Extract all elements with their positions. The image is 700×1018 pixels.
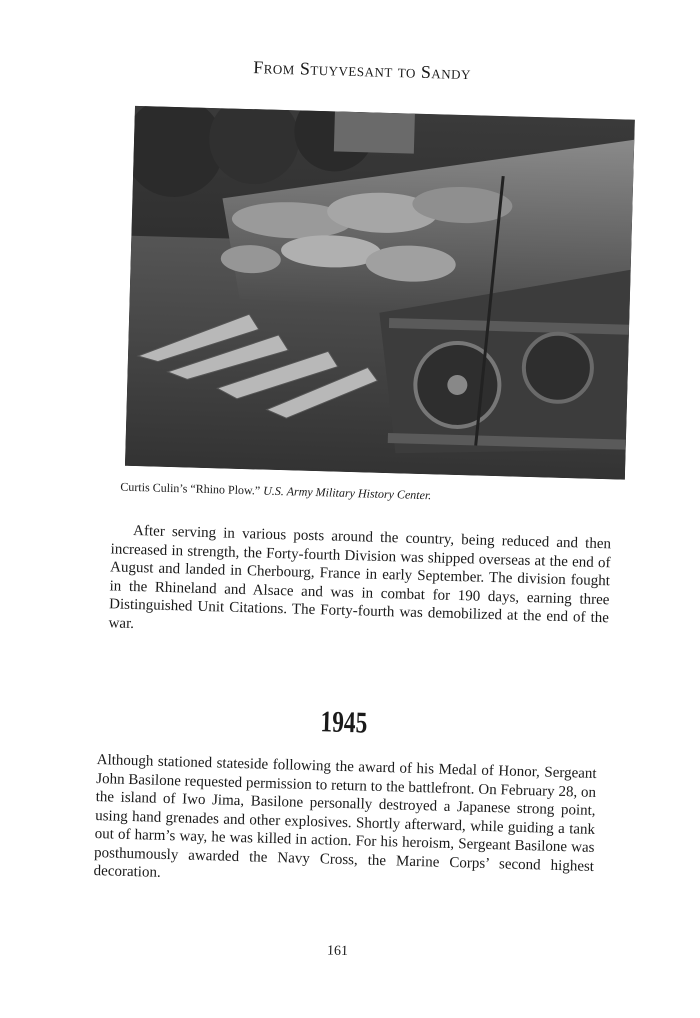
rhino-plow-photo — [125, 106, 635, 480]
body-paragraph-1: After serving in various posts around the country, being reduced and then increased in strength, the Forty-fourth Division was shipped overseas at the end of August and landed in Cherbourg, France in early September. The division fought in the Rhineland and Alsace and was in combat for 190 days, earning three Distinguished Unit Citations. The Forty-fourth was demobilized at the end of the war. — [108, 522, 612, 632]
tank-illustration — [125, 106, 635, 480]
caption-text: Curtis Culin’s “Rhino Plow.” — [120, 479, 264, 498]
running-head: From Stuyvesant to Sandy — [252, 57, 472, 84]
body-paragraph-2: Although stationed stateside following the award of his Medal of Honor, Sergeant John Basilone requested permission to return to the battlefront. On February 28, on the island of Iwo Jima, Basilone personally destroyed a Japanese strong point, using hand grenades and other explosives. Shortly afterward, while guiding a tank out of harm’s way, he was killed in action. For his heroism, Sergeant Basilone was posthumously awarded the Navy Cross, the Marine Corps’ second highest decoration. — [93, 752, 597, 881]
caption-credit: U.S. Army Military History Center. — [263, 483, 432, 503]
page-number: 161 — [326, 943, 349, 960]
photo-caption — [120, 480, 640, 509]
section-heading-year: 1945 — [320, 705, 368, 740]
